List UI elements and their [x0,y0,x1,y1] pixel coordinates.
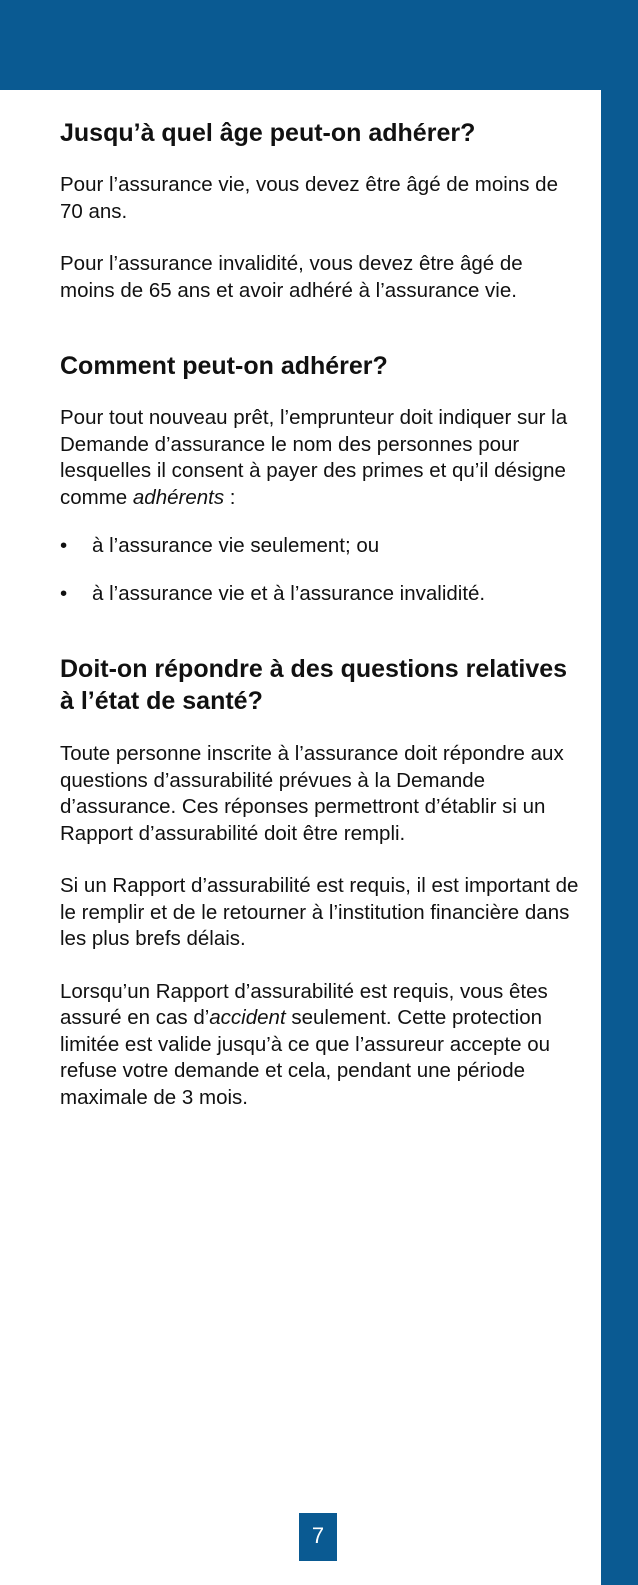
emphasis-accident: accident [209,1006,286,1029]
list-item [60,533,580,560]
right-color-band [601,0,638,1585]
bullet-icon: • [60,534,68,557]
section-heading-health-questions: Doit-on répondre à des questions relatives à l’état de santé? [60,655,568,715]
list-item [60,581,580,608]
section-health-questions [60,653,580,1111]
paragraph-limited-protection-text: Lorsqu’un Rapport d’assurabilité est requis, vous êtes assuré en cas d’ [60,979,548,1029]
page-content [60,117,580,1111]
section-heading-how-to-join: Comment peut-on adhérer? [60,352,388,380]
list-item-text: à l’assurance vie et à l’assurance invalidité. [92,581,486,605]
section-heading-age: Jusqu’à quel âge peut-on adhérer? [60,119,476,147]
paragraph-insurability-questions: Toute personne inscrite à l’assurance doit répondre aux questions d’assurabilité prévues à la Demande d’assurance. Ces réponses permettront d’établir si un Rapport d’assurabilité doit être rempli. [60,742,564,845]
section-age [60,117,580,304]
list-item-text: à l’assurance vie seulement; ou [92,534,380,557]
top-color-band [0,0,638,90]
paragraph-how-to-join-end: : [224,485,236,509]
section-how-to-join [60,350,580,607]
paragraph-limited-protection [60,979,580,1112]
page-number: 7 [299,1513,337,1561]
paragraph-insurability-report: Si un Rapport d’assurabilité est requis, il est important de le remplir et de le retourner à l’institution financière dans les plus brefs délais. [60,874,579,950]
paragraph-how-to-join [60,405,580,511]
paragraph-disability-insurance-age: Pour l’assurance invalidité, vous devez être âgé de moins de 65 ans et avoir adhéré à l’assurance vie. [60,252,523,302]
paragraph-life-insurance-age: Pour l’assurance vie, vous devez être âgé de moins de 70 ans. [60,173,558,223]
bullet-icon: • [60,581,68,605]
paragraph-how-to-join-text: Pour tout nouveau prêt, l’emprunteur doit indiquer sur la Demande d’assurance le nom des personnes pour lesquelles il consent à payer des primes et qu’il désigne comme [60,406,568,509]
paragraph-limited-protection-end: seulement. Cette protection limitée est valide jusqu’à ce que l’assureur accepte ou refuse votre demande et cela, pendant une période maximale de 3 mois. [60,1006,550,1109]
emphasis-adherents: adhérents [132,485,225,509]
coverage-options-list [60,533,580,607]
